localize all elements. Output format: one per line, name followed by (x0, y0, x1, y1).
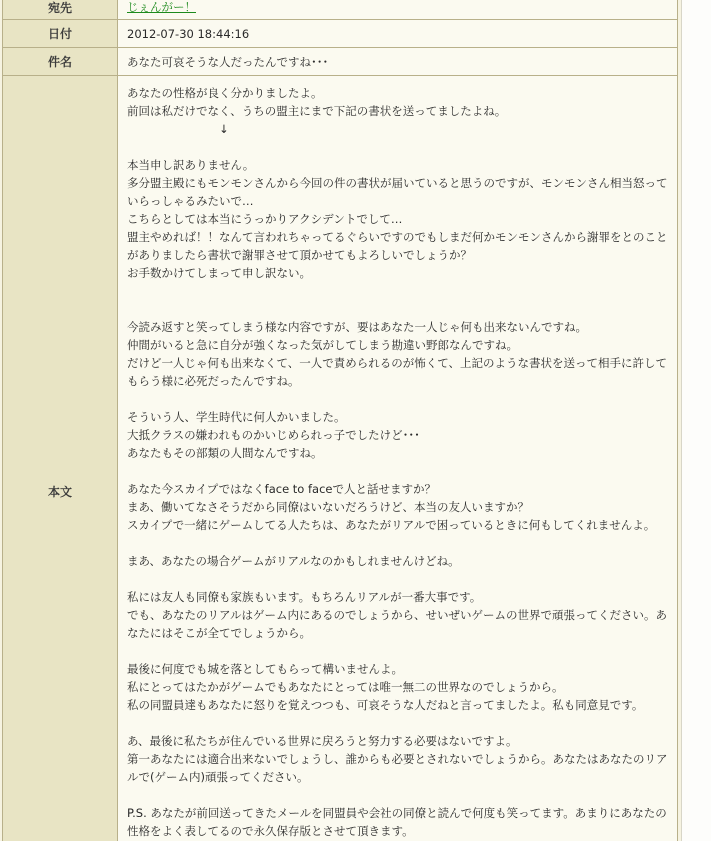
body-line: まあ、働いてなさそうだから同僚はいないだろうけど、本当の友人いますか？ (127, 500, 530, 514)
body-line: こちらとしては本当にうっかりアクシデントでして… (127, 212, 403, 226)
blank-line (127, 390, 671, 408)
subject-label: 件名 (3, 48, 118, 76)
body-line: スカイプで一緒にゲームしてる人たちは、あなたがリアルで困っているときに何もしてくれませんよ。 (127, 518, 656, 532)
body-line: ↓ (127, 122, 229, 136)
recipient-link[interactable]: じぇんがー！ (127, 0, 196, 14)
subject-value: あなた可哀そうな人だったんですね･･･ (118, 48, 678, 76)
blank-line (127, 138, 671, 156)
body-line: 今読み返すと笑ってしまう様な内容ですが、要はあなた一人じゃ何も出来ないんですね。 (127, 320, 587, 334)
body-line: 前回は私だけでなく、うちの盟主にまで下記の書状を送ってましたよね。 (127, 104, 507, 118)
body-line: 最後に何度でも城を落としてもらって構いませんよ。 (127, 662, 403, 676)
body-line: あ、最後に私たちが住んでいる世界に戻ろうと努力する必要はないですよ。 (127, 734, 518, 748)
date-value: 2012-07-30 18:44:16 (118, 20, 678, 48)
right-scroll-area[interactable] (681, 0, 711, 841)
blank-line (127, 300, 671, 318)
body-line: そういう人、学生時代に何人かいました。 (127, 410, 346, 424)
body-row (3, 76, 678, 841)
body-line: まあ、あなたの場合ゲームがリアルなのかもしれませんけどね。 (127, 554, 460, 568)
blank-line (127, 642, 671, 660)
body-line: お手数かけてしまって申し訳ない。 (127, 266, 311, 280)
message-body (127, 84, 671, 840)
body-line: でも、あなたのリアルはゲーム内にあるのでしょうから、せいぜいゲームの世界で頑張ってください。あなたにはそこが全てでしょうから。 (127, 608, 668, 640)
body-line: 私にとってはたかがゲームでもあなたにとっては唯一無二の世界なのでしょうから。 (127, 680, 564, 694)
body-line: 多分盟主殿にもモンモンさんから今回の件の書状が届いていると思うのですが、モンモンさん相当怒っていらっしゃるみたいで… (127, 176, 668, 208)
body-label: 本文 (3, 76, 118, 841)
body-line: 私の同盟員達もあなたに怒りを覚えつつも、可哀そうな人だねと言ってましたよ。私も同意見です。 (127, 698, 644, 712)
blank-line (127, 282, 671, 300)
body-line: 本当申し訳ありません。 (127, 158, 255, 172)
body-line: 仲間がいると急に自分が強くなった気がしてしまう勘違い野郎なんですね。 (127, 338, 518, 352)
body-line: P.S. あなたが前回送ってきたメールを同盟員や会社の同僚と読んで何度も笑ってます。あまりにあなたの性格をよく表してるので永久保存版とさせて頂きます。 (127, 806, 667, 838)
blank-line (127, 570, 671, 588)
date-label: 日付 (3, 20, 118, 48)
message-table (2, 0, 678, 841)
body-line: あなたの性格が良く分かりましたよ。 (127, 86, 323, 100)
body-line: 盟主やめれば！！なんて言われちゃってるぐらいですのでもしまだ何かモンモンさんから謝罪をとのことがありましたら書状で謝罪させて頂かせてもよろしいでしょうか？ (127, 230, 668, 262)
to-value (118, 0, 678, 20)
blank-line (127, 786, 671, 804)
body-line: 第一あなたには適合出来ないでしょうし、誰からも必要とされないでしょうから。あなたはあなたのリアルで(ゲーム内)頑張ってください。 (127, 752, 668, 784)
body-line: 大抵クラスの嫌われものかいじめられっ子でしたけど･･･ (127, 428, 420, 442)
body-line: 私には友人も同僚も家族もいます。もちろんリアルが一番大事です。 (127, 590, 482, 604)
date-row (3, 20, 678, 48)
body-value (118, 76, 678, 841)
body-line: だけど一人じゃ何も出来なくて、一人で責められるのが怖くて、上記のような書状を送って相手に許してもらう様に必死だったんですね。 (127, 356, 668, 388)
to-row (3, 0, 678, 20)
subject-row (3, 48, 678, 76)
blank-line (127, 534, 671, 552)
to-label: 宛先 (3, 0, 118, 20)
blank-line (127, 714, 671, 732)
body-line: あなた今スカイプではなくface to faceで人と話せますか？ (127, 482, 436, 496)
body-line: あなたもその部類の人間なんですね。 (127, 446, 323, 460)
blank-line (127, 462, 671, 480)
